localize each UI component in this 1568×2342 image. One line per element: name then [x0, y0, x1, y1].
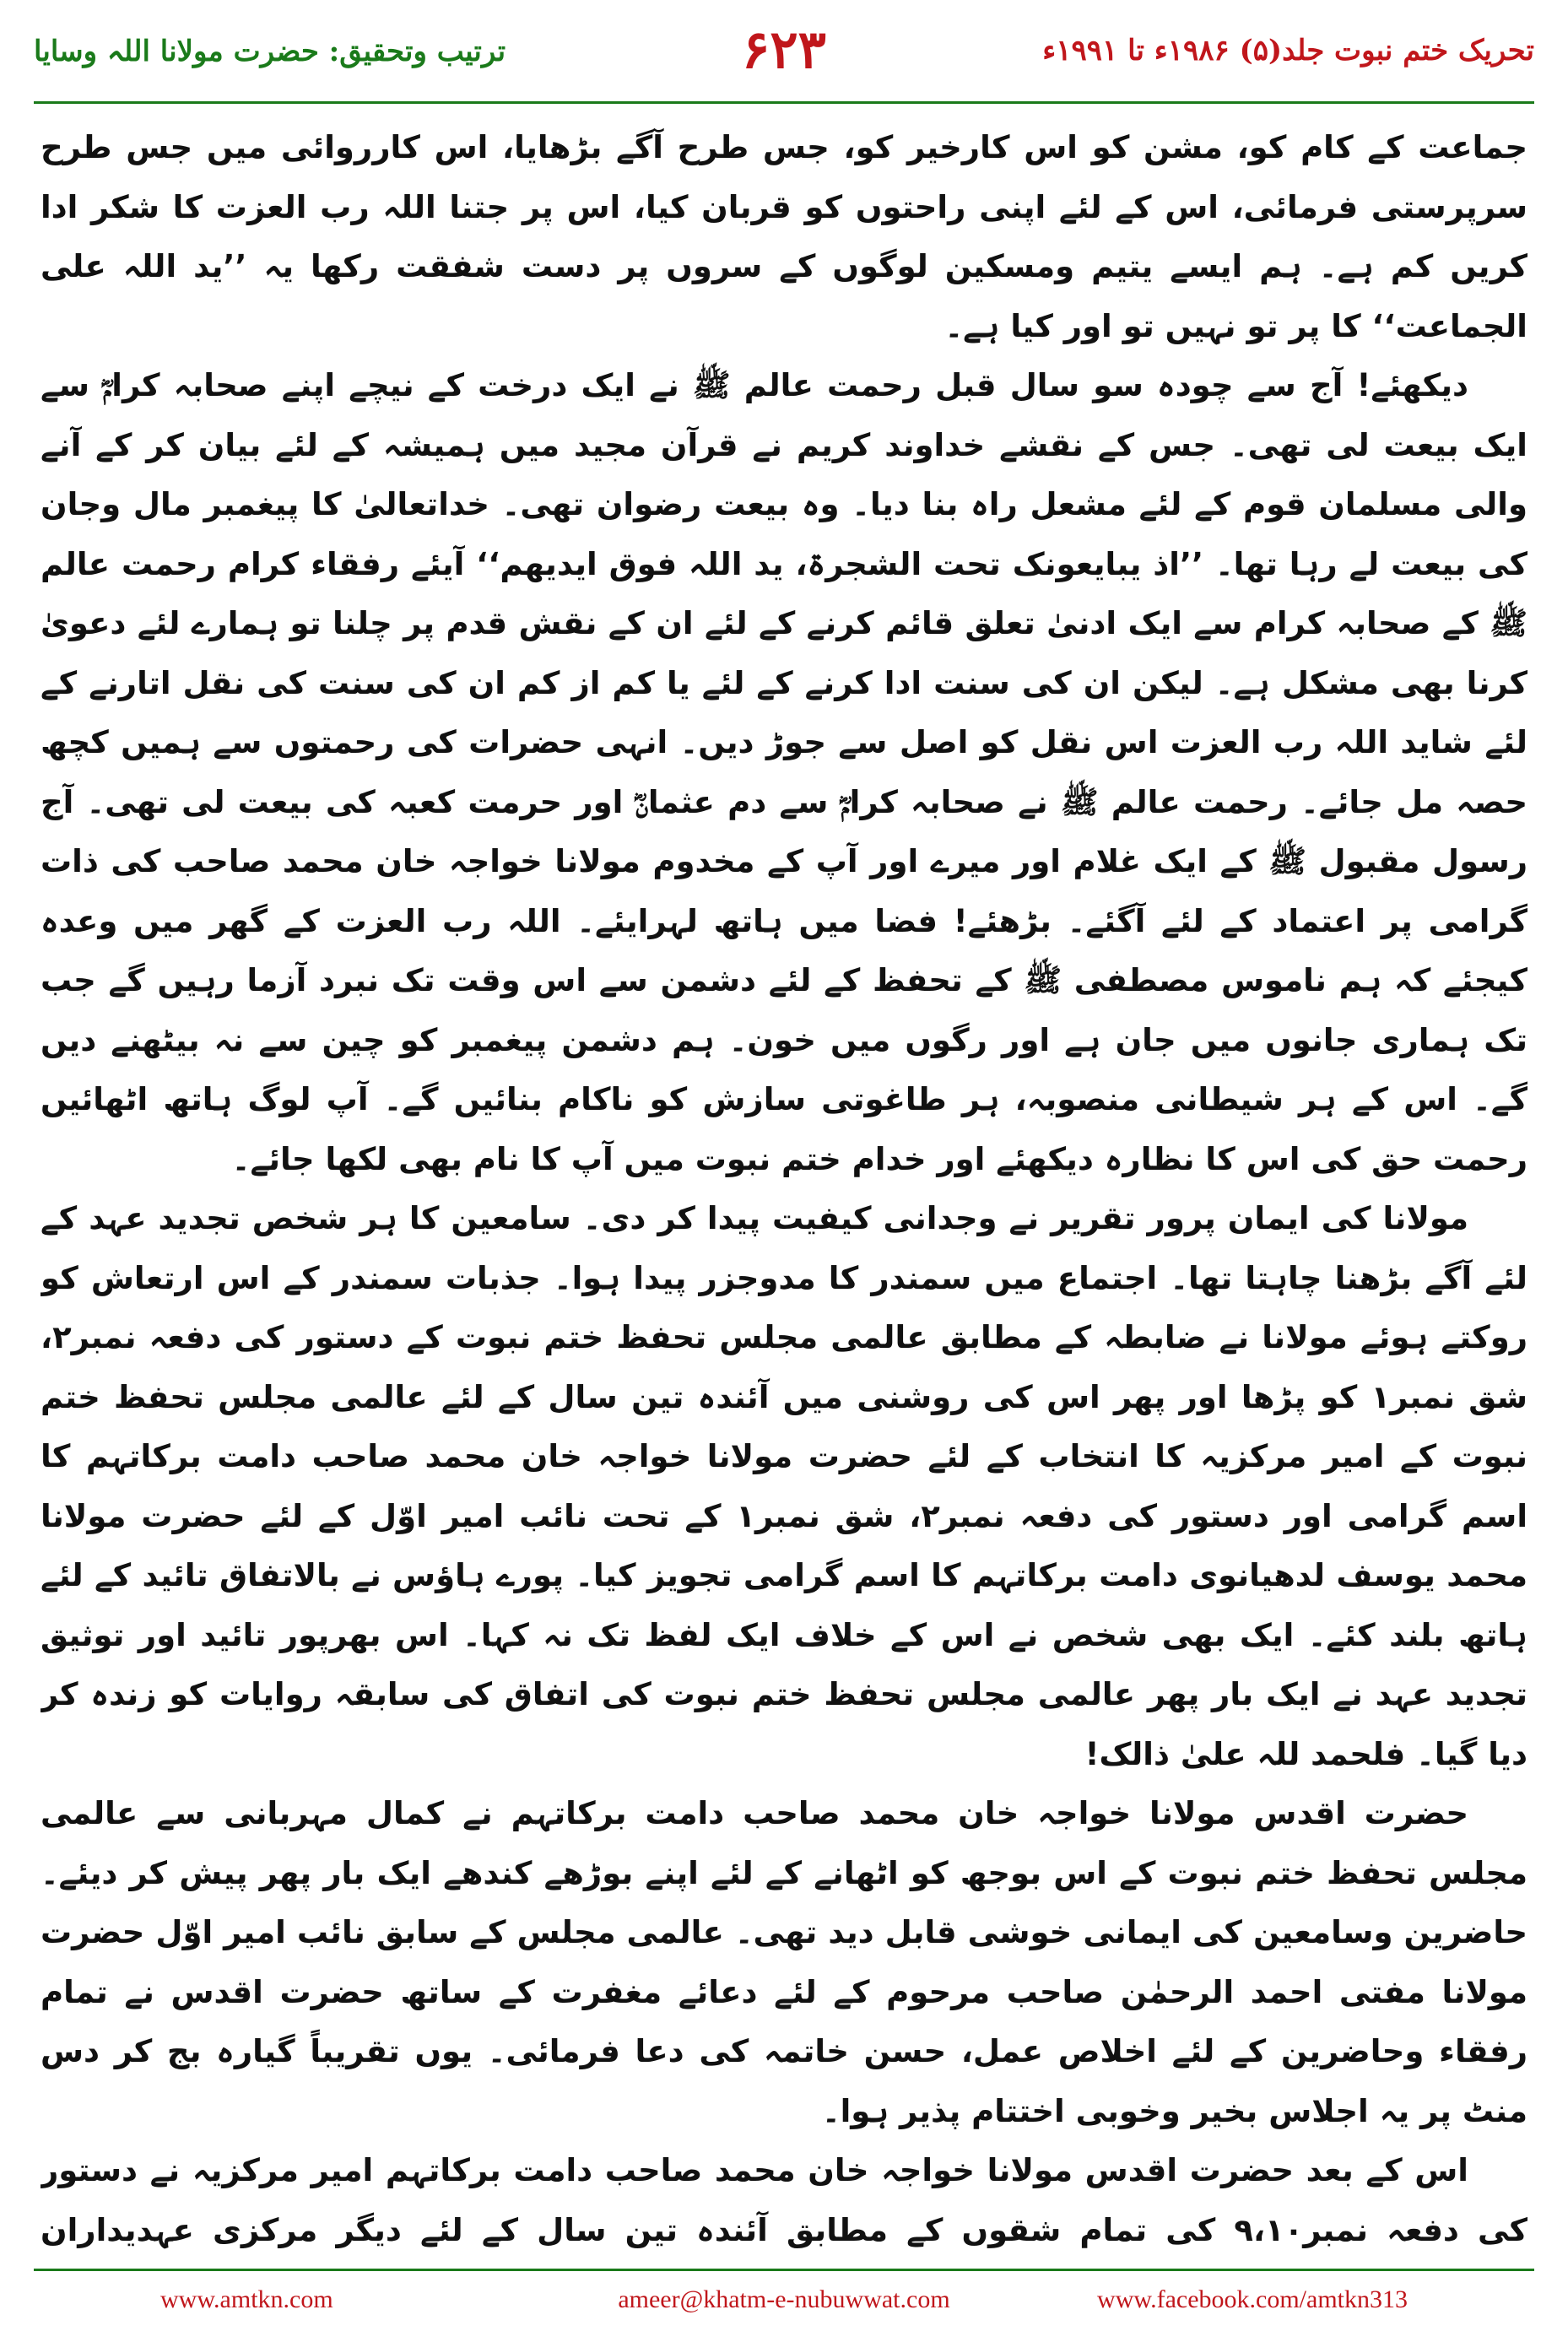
page-header [34, 15, 1534, 108]
book-title: تحریک ختم نبوت جلد(۵) ۱۹۸۶ء تا ۱۹۹۱ء [1042, 34, 1534, 68]
page-number: ۶۲۳ [742, 19, 826, 80]
website-link[interactable]: www.amtkn.com [160, 2285, 333, 2313]
footer-divider [34, 2269, 1534, 2271]
paragraph: جماعت کے کام کو، مشن کو اس کارخیر کو، جس طرح آگے بڑھایا، اس کارروائی میں جس طرح سرپرستی فرمائی، اس کے لئے اپنی راحتوں کو قربان کیا، اس پر جتنا اللہ رب العزت کا شکر ادا کریں کم ہے۔ ہم ایسے یتیم ومسکین لوگوں کے سروں پر دست شفقت رکھا یہ ’’ید اللہ علی الجماعت‘‘ کا پر تو نہیں تو اور کیا ہے۔ [41, 129, 1527, 344]
paragraph: حضرت اقدس مولانا خواجہ خان محمد صاحب دامت برکاتہم نے کمال مہربانی سے عالمی مجلس تحفظ ختم نبوت کے اس بوجھ کو اٹھانے کے لئے اپنے بوڑھے کندھے ایک بار پھر پیش کر دیئے۔ حاضرین وسامعین کی ایمانی خوشی قابل دید تھی۔ عالمی مجلس کے سابق نائب امیر اوّل حضرت مولانا مفتی احمد الرحمٰن صاحب مرحوم کے لئے دعائے مغفرت کے ساتھ حضرت اقدس نے تمام رفقاء وحاضرین کے لئے اخلاص عمل، حسن خاتمہ کی دعا فرمائی۔ یوں تقریباً گیارہ بج کر دس منٹ پر یہ اجلاس بخیر وخوبی اختتام پذیر ہوا۔ [41, 1795, 1527, 2129]
paragraph: دیکھئے! آج سے چودہ سو سال قبل رحمت عالم ﷺ نے ایک درخت کے نیچے اپنے صحابہ کرامؓ سے ایک بیعت لی تھی۔ جس کے نقشے خداوند کریم نے قرآن مجید میں ہمیشہ کے لئے بیان کر کے آنے والی مسلمان قوم کے لئے مشعل راہ بنا دیا۔ وہ بیعت رضوان تھی۔ خداتعالیٰ کا پیغمبر مال وجان کی بیعت لے رہا تھا۔ ’’اذ یبایعونک تحت الشجرۃ، ید اللہ فوق ایدیھم‘‘ آیئے رفقاء کرام رحمت عالم ﷺ کے صحابہ کرام سے ایک ادنیٰ تعلق قائم کرنے کے لئے ان کے نقش قدم پر چلنا تو ہمارے لئے دعویٰ کرنا بھی مشکل ہے۔ لیکن ان کی سنت ادا کرنے کے لئے یا کم از کم ان کی سنت کی نقل اتارنے کے لئے شاید اللہ رب العزت اس نقل کو اصل سے جوڑ دیں۔ انہی حضرات کی رحمتوں سے ہمیں کچھ حصہ مل جائے۔ رحمت عالم ﷺ نے صحابہ کرامؓ سے دم عثمانؓ اور حرمت کعبہ کی بیعت لی تھی۔ آج رسول مقبول ﷺ کے ایک غلام اور میرے اور آپ کے مخدوم مولانا خواجہ خان محمد صاحب کی ذات گرامی پر اعتماد کے لئے آگئے۔ بڑھئے! فضا میں ہاتھ لہرایئے۔ اللہ رب العزت کے گھر میں وعدہ کیجئے کہ ہم ناموس مصطفی ﷺ کے تحفظ کے لئے دشمن سے اس وقت تک نبرد آزما رہیں گے جب تک ہماری جانوں میں جان ہے اور رگوں میں خون۔ ہم دشمن پیغمبر کو چین سے نہ بیٹھنے دیں گے۔ اس کے ہر شیطانی منصوبہ، ہر طاغوتی سازش کو ناکام بنائیں گے۔ آپ لوگ ہاتھ اٹھائیں رحمت حق کی اس کا نظارہ دیکھئے اور خدام ختم نبوت میں آپ کا نام بھی لکھا جائے۔ [41, 367, 1527, 1177]
facebook-link[interactable]: www.facebook.com/amtkn313 [1097, 2285, 1408, 2313]
paragraph: اس کے بعد حضرت اقدس مولانا خواجہ خان محمد صاحب دامت برکاتہم امیر مرکزیہ نے دستور کی دفعہ نمبر۹،۱۰ کی تمام شقوں کے مطابق آئندہ تین سال کے لئے دیگر مرکزی عہدیداران [41, 2152, 1527, 2248]
paragraph: مولانا کی ایمان پرور تقریر نے وجدانی کیفیت پیدا کر دی۔ سامعین کا ہر شخص تجدید عہد کے لئے آگے بڑھنا چاہتا تھا۔ اجتماع میں سمندر کا مدوجزر پیدا ہوا۔ جذبات سمندر کے اس ارتعاش کو روکتے ہوئے مولانا نے ضابطہ کے مطابق عالمی مجلس تحفظ ختم نبوت کے دستور کی دفعہ نمبر۲، شق نمبر۱ کو پڑھا اور پھر اس کی روشنی میں آئندہ تین سال کے لئے عالمی مجلس تحفظ ختم نبوت کے امیر مرکزیہ کا انتخاب کے لئے حضرت مولانا خواجہ خان محمد صاحب دامت برکاتہم کا اسم گرامی اور دستور کی دفعہ نمبر۲، شق نمبر۱ کے تحت نائب امیر اوّل کے لئے حضرت مولانا محمد یوسف لدھیانوی دامت برکاتہم کا اسم گرامی تجویز کیا۔ پورے ہاؤس نے بالاتفاق تائید کے لئے ہاتھ بلند کئے۔ ایک بھی شخص نے اس کے خلاف ایک لفظ تک نہ کہا۔ اس بھرپور تائید اور توثیق تجدید عہد نے ایک بار پھر عالمی مجلس تحفظ ختم نبوت کی اتفاق کی سابقہ روایات کو زندہ کر دیا گیا۔ فلحمد للہ علیٰ ذالک! [41, 1200, 1527, 1772]
header-divider [34, 101, 1534, 104]
compiler-credit: ترتیب وتحقیق: حضرت مولانا اللہ وسایا [34, 35, 506, 68]
email-link[interactable]: ameer@khatm-e-nubuwwat.com [618, 2285, 950, 2313]
page-body [41, 118, 1527, 2258]
page-footer [34, 2279, 1534, 2326]
